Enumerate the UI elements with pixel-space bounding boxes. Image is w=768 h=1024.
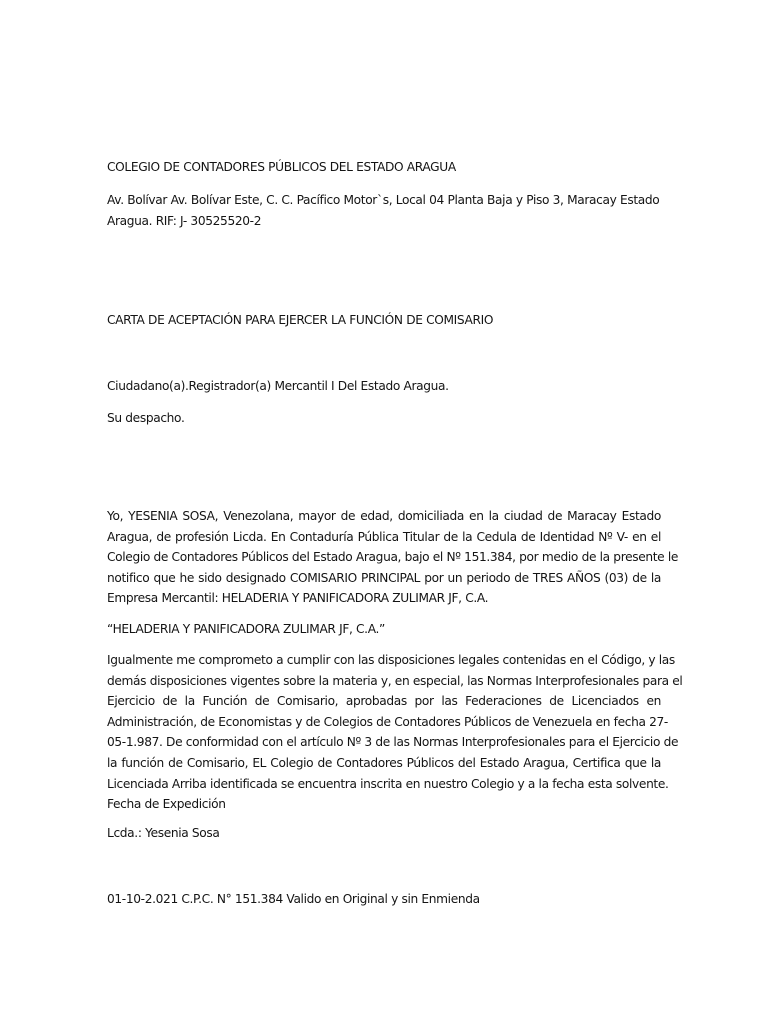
paragraph-1-line: notifico que he sido designado COMISARIO PRINCIPAL por un periodo de TRES AÑOS (03) de la [107, 570, 661, 585]
document-page [107, 0, 683, 1024]
paragraph-2-line: 05-1.987. De conformidad con el artículo Nº 3 de las Normas Interprofesionales para el Ejercicio de [107, 735, 679, 750]
salutation-line: Su despacho. [107, 411, 185, 425]
institution-name: COLEGIO DE CONTADORES PÚBLICOS DEL ESTADO ARAGUA [107, 160, 456, 174]
recipient-line: Ciudadano(a).Registrador(a) Mercantil I Del Estado Aragua. [107, 379, 449, 393]
company-quote: “HELADERIA Y PANIFICADORA ZULIMAR JF, C.A.” [107, 622, 385, 636]
paragraph-1-line: Empresa Mercantil: HELADERIA Y PANIFICADORA ZULIMAR JF, C.A. [107, 591, 489, 606]
paragraph-2-line: Ejercicio de la Función de Comisario, aprobadas por las Federaciones de Licenciados en [107, 694, 661, 709]
paragraph-2-line: demás disposiciones vigentes sobre la materia y, en especial, las Normas Interprofesionales para el [107, 673, 683, 688]
paragraph-1-line: Colegio de Contadores Públicos del Estado Aragua, bajo el Nº 151.384, por medio de la presente le [107, 550, 679, 565]
paragraph-2-line: Administración, de Economistas y de Colegios de Contadores Públicos de Venezuela en fecha 27- [107, 714, 668, 729]
paragraph-1-line: Yo, YESENIA SOSA, Venezolana, mayor de edad, domiciliada en la ciudad de Maracay Estado [107, 509, 661, 523]
letter-title: CARTA DE ACEPTACIÓN PARA EJERCER LA FUNCIÓN DE COMISARIO [107, 313, 494, 327]
address-line-1: Av. Bolívar Av. Bolívar Este, C. C. Pacífico Motor`s, Local 04 Planta Baja y Piso 3, Maracay Estado [107, 193, 660, 207]
paragraph-2-line: Igualmente me comprometo a cumplir con las disposiciones legales contenidas en el Código, y las [107, 653, 675, 667]
paragraph-2-line: Licenciada Arriba identificada se encuentra inscrita en nuestro Colegio y a la fecha esta solvente. [107, 776, 669, 791]
signature-line: Lcda.: Yesenia Sosa [107, 826, 220, 840]
body-paragraph-1 [107, 506, 679, 609]
paragraph-2-line: Fecha de Expedición [107, 797, 226, 812]
footer-note: 01-10-2.021 C.P.C. N° 151.384 Valido en Original y sin Enmienda [107, 892, 480, 906]
body-paragraph-2 [107, 650, 683, 815]
address-line-2: Aragua. RIF: J- 30525520-2 [107, 214, 262, 228]
paragraph-2-line: la función de Comisario, EL Colegio de Contadores Públicos del Estado Aragua, Certifica que la [107, 755, 661, 770]
paragraph-1-line: Aragua, de profesión Licda. En Contaduría Pública Titular de la Cedula de Identidad Nº V- en el [107, 529, 661, 544]
